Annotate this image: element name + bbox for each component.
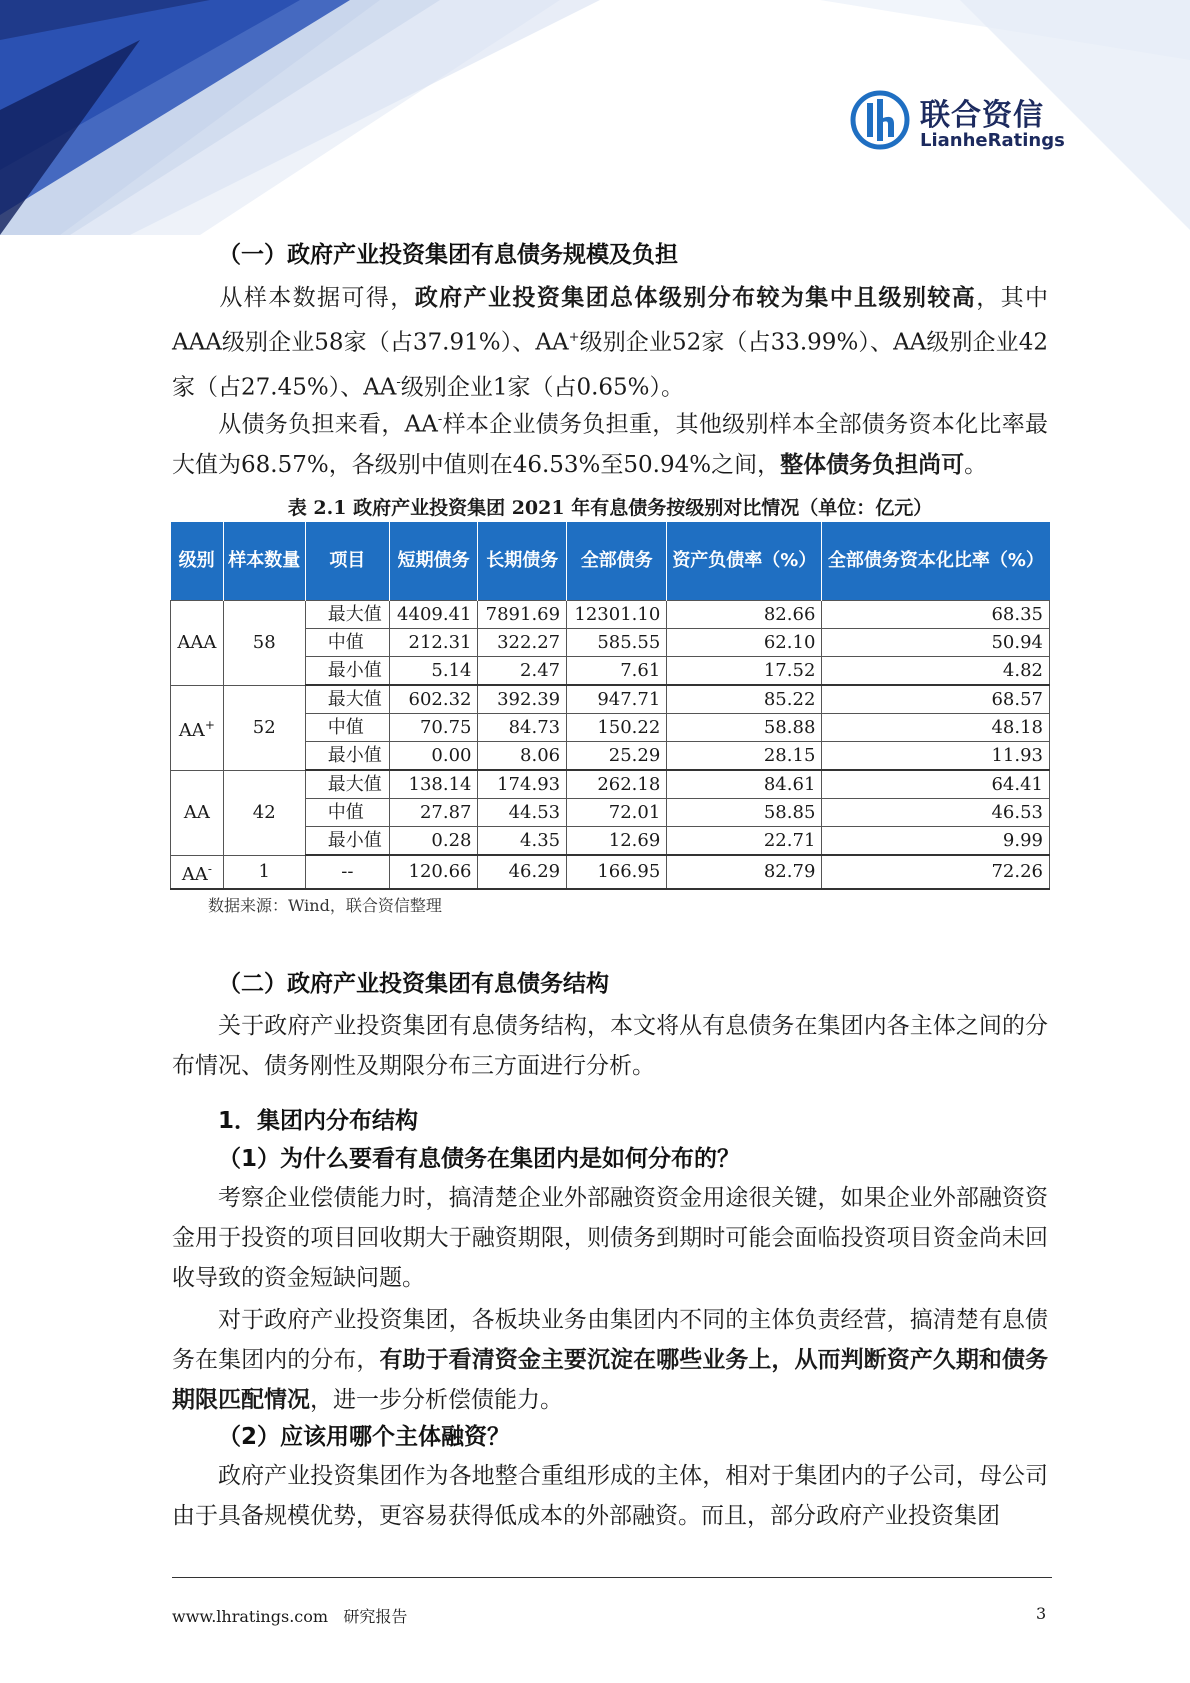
- sample-count-cell: 1: [223, 855, 305, 889]
- table-header-row: [171, 522, 1050, 601]
- value-cell: 85.22: [667, 685, 822, 714]
- item-cell: 中值: [305, 714, 389, 742]
- value-cell: 27.87: [389, 799, 478, 827]
- sample-count-cell: 58: [223, 601, 305, 686]
- value-cell: 585.55: [567, 629, 667, 657]
- value-cell: 9.99: [822, 827, 1050, 856]
- section2-paragraph4: 政府产业投资集团作为各地整合重组形成的主体，相对于集团内的子公司，母公司由于具备规模优势，更容易获得低成本的外部融资。而且，部分政府产业投资集团: [172, 1463, 1048, 1529]
- subsection1-heading: 1．集团内分布结构: [218, 1108, 419, 1134]
- item-cell: 最小值: [305, 657, 389, 686]
- section2-heading: （二）政府产业投资集团有息债务结构: [218, 971, 609, 997]
- value-cell: 4.35: [478, 827, 567, 856]
- table-row: [171, 685, 1050, 714]
- section1-paragraph2: 从债务负担来看，AA-样本企业债务负担重，其他级别样本全部债务资本化比率最大值为68.57%，各级别中值则在46.53%至50.94%之间，整体债务负担尚可。: [172, 411, 1048, 478]
- value-cell: 138.14: [389, 770, 478, 799]
- value-cell: 50.94: [822, 629, 1050, 657]
- value-cell: 0.00: [389, 742, 478, 771]
- section1-paragraph1: 从样本数据可得，政府产业投资集团总体级别分布较为集中且级别较高，其中AAA级别企业58家（占37.91%）、AA+级别企业52家（占33.99%）、AA级别企业42家（占27.45%）、AA-级别企业1家（占0.65%）。: [172, 285, 1049, 401]
- table-header-cell: 级别: [171, 522, 224, 601]
- value-cell: 0.28: [389, 827, 478, 856]
- item-cell: 中值: [305, 799, 389, 827]
- value-cell: 68.57: [822, 685, 1050, 714]
- page-number: 3: [1036, 1604, 1047, 1623]
- value-cell: 82.66: [667, 601, 822, 629]
- sample-count-cell: 52: [223, 685, 305, 770]
- value-cell: 70.75: [389, 714, 478, 742]
- value-cell: 46.29: [478, 855, 567, 889]
- value-cell: 72.26: [822, 855, 1050, 889]
- debt-comparison-table: [170, 522, 1050, 890]
- value-cell: 72.01: [567, 799, 667, 827]
- grade-cell: AA-: [171, 855, 224, 889]
- grade-cell: AA+: [171, 685, 224, 770]
- footer-doc-type: 研究报告: [343, 1607, 408, 1626]
- value-cell: 947.71: [567, 685, 667, 714]
- value-cell: 11.93: [822, 742, 1050, 771]
- value-cell: 62.10: [667, 629, 822, 657]
- value-cell: 84.73: [478, 714, 567, 742]
- value-cell: 68.35: [822, 601, 1050, 629]
- value-cell: 4409.41: [389, 601, 478, 629]
- item-cell: 最大值: [305, 685, 389, 714]
- item-cell: 中值: [305, 629, 389, 657]
- sample-count-cell: 42: [223, 770, 305, 855]
- value-cell: 84.61: [667, 770, 822, 799]
- value-cell: 44.53: [478, 799, 567, 827]
- table-header-cell: 全部债务资本化比率（%）: [822, 522, 1050, 601]
- value-cell: 28.15: [667, 742, 822, 771]
- footer-site: [172, 1604, 407, 1627]
- table-header-cell: 项目: [305, 522, 389, 601]
- value-cell: 150.22: [567, 714, 667, 742]
- value-cell: 64.41: [822, 770, 1050, 799]
- lianhe-logo-mark-icon: [850, 90, 910, 150]
- value-cell: 262.18: [567, 770, 667, 799]
- table-header-cell: 全部债务: [567, 522, 667, 601]
- table-header-cell: 长期债务: [478, 522, 567, 601]
- value-cell: 392.39: [478, 685, 567, 714]
- value-cell: 8.06: [478, 742, 567, 771]
- logo-english-name: LianheRatings: [920, 130, 1065, 151]
- section2-paragraph2: 考察企业偿债能力时，搞清楚企业外部融资资金用途很关键，如果企业外部融资资金用于投资的项目回收期大于融资期限，则债务到期时可能会面临投资项目资金尚未回收导致的资金短缺问题。: [172, 1185, 1048, 1291]
- section2-paragraph3: 对于政府产业投资集团，各板块业务由集团内不同的主体负责经营，搞清楚有息债务在集团内的分布，有助于看清资金主要沉淀在哪些业务上，从而判断资产久期和债务期限匹配情况，进一步分析偿债能力。: [172, 1307, 1049, 1413]
- footer-url: www.lhratings.com: [172, 1607, 329, 1626]
- value-cell: 48.18: [822, 714, 1050, 742]
- value-cell: 58.85: [667, 799, 822, 827]
- table-row: [171, 855, 1050, 889]
- item-cell: --: [305, 855, 389, 889]
- table-source: 数据来源：Wind，联合资信整理: [208, 896, 442, 915]
- value-cell: 12.69: [567, 827, 667, 856]
- value-cell: 5.14: [389, 657, 478, 686]
- item-cell: 最小值: [305, 742, 389, 771]
- value-cell: 82.79: [667, 855, 822, 889]
- value-cell: 212.31: [389, 629, 478, 657]
- section2-paragraph1: 关于政府产业投资集团有息债务结构，本文将从有息债务在集团内各主体之间的分布情况、债务刚性及期限分布三方面进行分析。: [172, 1013, 1048, 1079]
- item-cell: 最小值: [305, 827, 389, 856]
- question2-heading: （2）应该用哪个主体融资？: [218, 1424, 511, 1450]
- value-cell: 120.66: [389, 855, 478, 889]
- logo-chinese-name: 联合资信: [920, 98, 1044, 133]
- item-cell: 最大值: [305, 601, 389, 629]
- lianhe-logo: [850, 88, 1065, 156]
- footer-divider: [172, 1577, 1052, 1578]
- value-cell: 4.82: [822, 657, 1050, 686]
- value-cell: 12301.10: [567, 601, 667, 629]
- table-header-cell: 资产负债率（%）: [667, 522, 822, 601]
- value-cell: 7891.69: [478, 601, 567, 629]
- item-cell: 最大值: [305, 770, 389, 799]
- table-header-cell: 短期债务: [389, 522, 478, 601]
- value-cell: 2.47: [478, 657, 567, 686]
- grade-cell: AA: [171, 770, 224, 855]
- value-cell: 46.53: [822, 799, 1050, 827]
- section1-heading: （一）政府产业投资集团有息债务规模及负担: [218, 242, 678, 268]
- table-header-cell: 样本数量: [223, 522, 305, 601]
- value-cell: 17.52: [667, 657, 822, 686]
- value-cell: 166.95: [567, 855, 667, 889]
- value-cell: 322.27: [478, 629, 567, 657]
- table-row: [171, 601, 1050, 629]
- value-cell: 25.29: [567, 742, 667, 771]
- table-caption: 表 2.1 政府产业投资集团 2021 年有息债务按级别对比情况（单位：亿元）: [287, 497, 933, 519]
- value-cell: 22.71: [667, 827, 822, 856]
- value-cell: 58.88: [667, 714, 822, 742]
- question1-heading: （1）为什么要看有息债务在集团内是如何分布的？: [218, 1146, 741, 1172]
- value-cell: 174.93: [478, 770, 567, 799]
- grade-cell: AAA: [171, 601, 224, 686]
- value-cell: 7.61: [567, 657, 667, 686]
- value-cell: 602.32: [389, 685, 478, 714]
- table-row: [171, 770, 1050, 799]
